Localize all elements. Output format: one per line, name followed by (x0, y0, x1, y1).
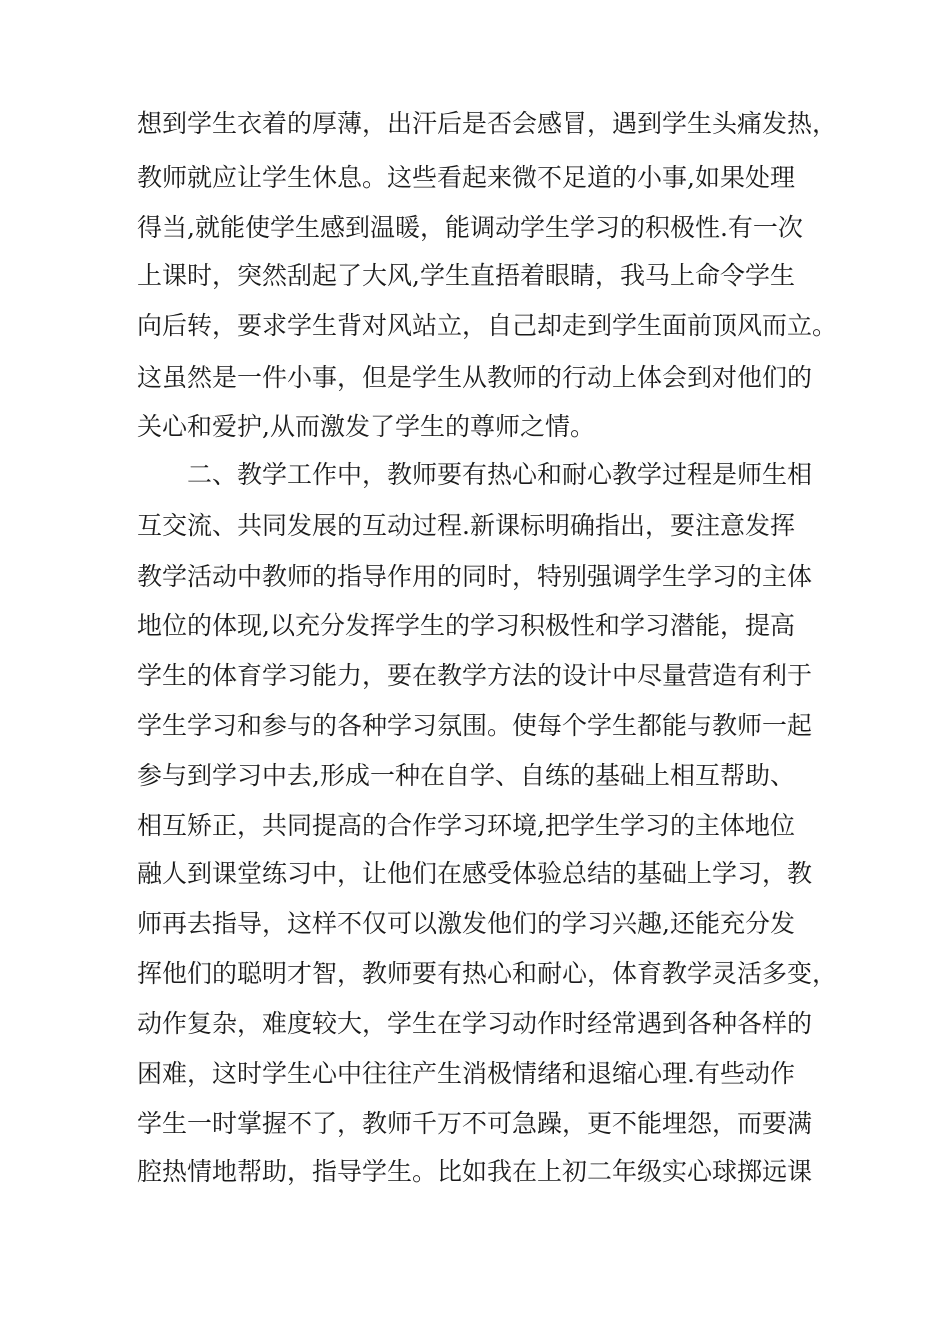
paragraph-first-line: 二、教学工作中，教师要有热心和耐心教学过程是师生相 (187, 460, 813, 489)
text-line: 得当,就能使学生感到温暖，能调动学生学习的积极性.有一次 (137, 213, 803, 242)
text-line: 学生一时掌握不了，教师千万不可急躁，更不能埋怨，而要满 (137, 1109, 813, 1138)
text-line: 教师就应让学生休息。这些看起来微不足道的小事,如果处理 (137, 163, 795, 192)
text-line: 腔热情地帮助，指导学生。比如我在上初二年级实心球掷远课 (137, 1157, 813, 1186)
text-line: 融人到课堂练习中，让他们在感受体验总结的基础上学习，教 (137, 859, 813, 888)
text-line: 关心和爱护,从而激发了学生的尊师之情。 (137, 412, 595, 441)
text-line: 参与到学习中去,形成一种在自学、自练的基础上相互帮助、 (137, 761, 795, 790)
text-line: 互交流、共同发展的互动过程.新课标明确指出，要注意发挥 (137, 511, 795, 540)
text-line: 上课时，突然刮起了大风,学生直捂着眼睛，我马上命令学生 (137, 261, 795, 290)
text-line: 教学活动中教师的指导作用的同时，特别强调学生学习的主体 (137, 562, 813, 591)
text-line: 相互矫正，共同提高的合作学习环境,把学生学习的主体地位 (137, 811, 795, 840)
text-line: 想到学生衣着的厚薄，出汗后是否会感冒，遇到学生头痛发热， (137, 109, 838, 138)
text-line: 学生学习和参与的各种学习氛围。使每个学生都能与教师一起 (137, 711, 813, 740)
text-line: 这虽然是一件小事，但是学生从教师的行动上体会到对他们的 (137, 363, 813, 392)
text-line: 向后转，要求学生背对风站立，自己却走到学生面前顶风而立。 (137, 311, 838, 340)
text-line: 师再去指导，这样不仅可以激发他们的学习兴趣,还能充分发 (137, 909, 795, 938)
text-line: 挥他们的聪明才智，教师要有热心和耐心，体育教学灵活多变， (137, 959, 838, 988)
text-line: 困难，这时学生心中往往产生消极情绪和退缩心理.有些动作 (137, 1059, 795, 1088)
text-line: 学生的体育学习能力，要在教学方法的设计中尽量营造有利于 (137, 661, 813, 690)
text-line: 动作复杂，难度较大，学生在学习动作时经常遇到各种各样的 (137, 1009, 813, 1038)
text-line: 地位的体现,以充分发挥学生的学习积极性和学习潜能，提高 (137, 611, 795, 640)
